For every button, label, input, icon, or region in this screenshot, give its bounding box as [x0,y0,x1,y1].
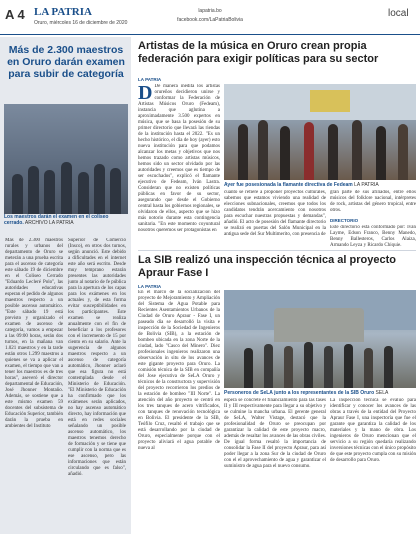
sidebar-caption-text: Los maestros darán el examen en el coliseo cerrado. [4,214,109,226]
issue-date: Oruro, miércoles 16 de diciembre de 2020 [34,20,128,26]
sidebar-photo-caption [4,214,128,226]
article1-column-3: gran parte de sus afiliados, entre ellos músicos del folklore nacional, intérpretes de rock, artistas del género tropical, entre otros. [330,190,416,213]
article1-photo-caption [224,182,416,188]
article-divider [138,250,416,251]
article2-headline: La SIB realizó una inspección técnica al proyecto Apraur Fase I [138,254,396,279]
article1-body-1: De manera inédita los artistas orureños decidieron unirse y conformar la Federación de Artistas Músicos Oruro (Fedeam), instancia que aglutina a aproximadamente 3.500 expertos en música, que se basa la posesión de su primer directorio que llevará las riendas de la institución hasta el 2022. "Es un hecho histórico, el día de hoy (ayer) esto nueva institución para que podamos alcanzar los metas y objetivos que nos hemos trazado como artistas músicos, hemos sido un sector olvidado por las autoridades y creemos que es tiempo de ser escuchados", explicó el flamante ejecutivo de Fedeam, Iván Lastra. Consideran que no existen políticas públicas en favor de su sector, asegurando que desde el Gobierno central hasta los gobiernos regionales, se olvidaron de ellos, aspecto que se hizo más notorio durante esta contingencia sanitaria. "En este momento coyuntural nosotros queremos ser protagonistas en [138,84,220,233]
article2-photo-caption [224,390,416,396]
article2-column-1: En el marco de la socialización del proyecto de Mejoramiento y Ampliación del Sistema de Agua Potable para Recientes Asentamientos Urbanos de la Ciudad de Oruro Apraur - Fase I, un paseado día se desarrolló la visita e inspección de la Sociedad de Ingenieros de Bolivia (SIB), a la estación de bombeo ubicada en la zona Norte de la ciudad, lado "Casco del Minero". Diez profesionales ingenieros realizaron una observación in situ de los avances de este gigante proyecto para Oruro. La comisión técnica de la SIB en compañía del Jose ejecutiva de SeLA Oruro y técnicos de la constructora y supervisión del proyecto recorrieron los predios de la estación de bombeo "III Norte". La atención del año proyecto se centró en los tres tanques de acero vitrificados, con tanques de renovación tecnológica en Bolivia. El presidente de la SIB, Teófilo Cruz, resaltó el trabajo que se está desarrollando por la ciudad de Oruro, especialmente porque con el proyecto aliviará el agua potable de nueva al [138,290,220,451]
article2-caption-credit: SELA [375,390,389,396]
page-number: A 4 [5,7,25,22]
sidebar-caption-credit: ARCHIVO LA PATRIA [24,220,74,226]
article1-headline: Artistas de la música en Oruro crean propia federación para exigir políticas para su sector [138,40,379,65]
section-label: local [388,8,409,19]
article2-photo [224,290,416,388]
sidebar-column-2: Superior de Comercio (Insco), en otros dos turnos, según anunció. Este debido a dificultades en el internet este año será escrito. Desde muy temprano estarán presentes las autoridades junto al notario de fe pública para la apertura de los capas para los exámenes en los actuales y, de esta forma evitar susceptibilidades en los participantes. Este examen se realiza anualmente con el fin de beneficiar a los profesores con el incremento de 15 por ciento en su salario. Ante la sugerencia de algunos maestros respecto a un ascenso de categoría automático, Jhonner aclaró que esa figura no está contemplada desde el Ministerio de Educación. "El Ministerio de Educación ha confirmado que los exámenes serán aplicados, no hay ascenso automático directo, hay información que está en redes sociales señalando un posible ascenso automático, los maestros tenemos derecho de formación y se tiene que cumplir con la norma que es ese ascenso, pero las informaciones que están circulando que es falso", añadió. [68,238,126,477]
sidebar-photo [4,104,128,214]
article1-column-1 [138,84,220,264]
article1-caption-text: Ayer fue posesionada la flamante directiva de Fedeam [224,182,353,188]
newspaper-logo: LA PATRIA [34,6,92,18]
article2-column-2: espera se concrete el financiamiento para las fases II y III respectivamente para llegar a su objetivo y se culmine la mancha urbana. El gerente general de SeLA, Walter Vistage, destacó que la profesionalidad de Oruro se preocupan por garantizar la calidad de este proyecto macro, además de resaltar los avances de las obras civiles. De igual forma resaltó la importancia de consolidar la Fase II del proyecto Apraur, para así poder llegar a la zona Sur de la ciudad de Oruro con el el aprovechamiento de agua y garantizar el suministro de agua para el nuevo consumo. [224,398,326,469]
article2-column-3: La inspección técnica se evaluó para identificar y conocer los avances de las obras a través de la entidad del Proyecto Apraur Fase I, una inspectoría que fue el garante que garantiza la calidad de los materiales y la mano de obra. Los ingenieros de Oruro mencionan que el servicio a su región quedaría realizando inversiones técnicas con el único propósito de que este proyecto cumpla con su misión de desarrollo para Oruro. [330,398,416,463]
article1-column-2: cuanto se refiere a proponer proyectos culturales, sabemos que estamos viviendo una realidad de elecciones subnacionales, creemos que todos los candidatos tendrán acercamiento con nosotros para escuchar nuestras propuestas y demandas", añadió. El acto de posesión del flamante directorio se realizó en puertas del Salón Municipal en la antigua sede del Sur Multimerito, con presencia de [224,190,326,237]
facebook-link[interactable]: facebook.com/LaPatriaBolivia [177,17,243,23]
sidebar-column-1: Más de 2.300 maestros rurales y urbanos del departamento de Oruro se meterán a una prueba escrita para el ascenso de categoría este sábado 19 de diciembre en el Coliseo Cerrado "Eduardo Lecleré Polo", las autoridades educativas esperan el pedido de algunos maestros respecto a un posible ascenso automático. "Este sábado 19 está previsto y organizado el examen de ascenso de categoría, vamos a empezar a las 09:00 horas, serán dos turnos, en la mañana van 1.021 maestros y en la tarde están otros 1.299 maestros a quienes se va a aplicar el examen, el tiempo que van a tener los maestros es de tres horas", aseveró el director departamental de Educación, José Jhonner Montaño. Además, se sostiene que a este mismo examen 59 docentes del subsistema de Educación Superior, también darán la prueba en ambientes del Instituto [5,238,63,429]
header-divider [0,34,420,35]
article1-subhead: DIRECTORIO [330,218,359,223]
page-header [0,0,420,36]
article1-photo [224,84,416,180]
article1-caption-credit: LA PATRIA [354,182,379,188]
article2-kicker: LA PATRIA [138,284,162,289]
article2-caption-text: Personeros de SeLA junto a los representantes de la SIB Oruro [224,390,375,396]
article1-dropcap: D [138,84,153,104]
article1-kicker: LA PATRIA [138,77,162,82]
sidebar-headline: Más de 2.300 maestros en Oruro darán examen para subir de categoría [7,44,125,80]
article1-column-3b: Este directorio está conformado por: Iván Layme, Edson Franco, Benny Manedo, Benny Ballesteros, Carlos Alaiza, Armando Leyza y Ricardo Chiquie. [330,225,416,247]
website-link[interactable]: lapatria.bo [198,8,222,14]
